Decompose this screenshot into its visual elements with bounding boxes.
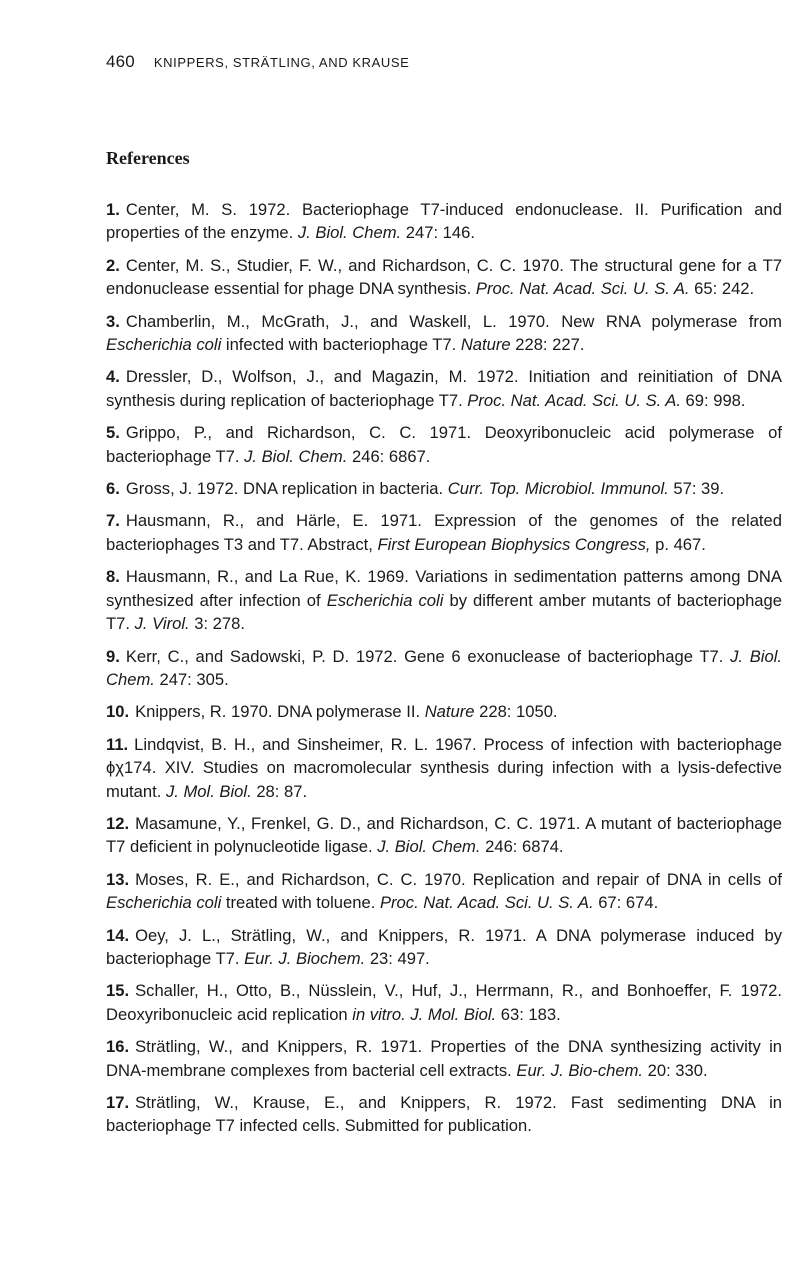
- reference-item: 10. Knippers, R. 1970. DNA polymerase II. Nature 228: 1050.: [106, 702, 558, 722]
- section-title: References: [106, 148, 190, 168]
- reference-item: 7. Hausmann, R., and Härle, E. 1971. Expression of the genomes of the related bacteriophages T3 and T7. Abstract, First European Biophysics Congress, p. 467.: [106, 511, 782, 554]
- reference-item: 8. Hausmann, R., and La Rue, K. 1969. Variations in sedimentation patterns among DNA synthesized after infection of Escherichia coli by different amber mutants of bacteriophage T7. J. Virol. 3: 278.: [106, 567, 782, 634]
- reference-item: 9. Kerr, C., and Sadowski, P. D. 1972. Gene 6 exonuclease of bacteriophage T7. J. Biol. Chem. 247: 305.: [106, 646, 782, 689]
- reference-item: 2. Center, M. S., Studier, F. W., and Richardson, C. C. 1970. The structural gene for a T7 endonuclease essential for phage DNA synthesis. Proc. Nat. Acad. Sci. U. S. A. 65: 242.: [106, 255, 782, 299]
- reference-item: 15. Schaller, H., Otto, B., Nüsslein, V., Huf, J., Herrmann, R., and Bonhoeffer, F. 1972. Deoxyribonucleic acid replication in vitro. J. Mol. Biol. 63: 183.: [106, 981, 782, 1024]
- page-number: 460: [106, 52, 135, 71]
- reference-item: 13. Moses, R. E., and Richardson, C. C. 1970. Replication and repair of DNA in cells of Escherichia coli treated with toluene. Proc. Nat. Acad. Sci. U. S. A. 67: 674.: [106, 869, 782, 913]
- reference-item: 5. Grippo, P., and Richardson, C. C. 1971. Deoxyribonucleic acid polymerase of bacteriophage T7. J. Biol. Chem. 246: 6867.: [106, 423, 782, 466]
- running-head: KNIPPERS, STRÄTLING, AND KRAUSE: [153, 55, 410, 70]
- reference-item: 1. Center, M. S. 1972. Bacteriophage T7-induced endonuclease. II. Purification and properties of the enzyme. J. Biol. Chem. 247: 146.: [106, 200, 782, 243]
- reference-item: 6. Gross, J. 1972. DNA replication in bacteria. Curr. Top. Microbiol. Immunol. 57: 39.: [106, 479, 725, 499]
- reference-item: 12. Masamune, Y., Frenkel, G. D., and Richardson, C. C. 1971. A mutant of bacteriophage T7 deficient in polynucleotide ligase. J. Biol. Chem. 246: 6874.: [106, 813, 782, 857]
- reference-item: 4. Dressler, D., Wolfson, J., and Magazin, M. 1972. Initiation and reinitiation of DNA synthesis during replication of bacteriophage T7. Proc. Nat. Acad. Sci. U. S. A. 69: 998.: [106, 367, 782, 410]
- reference-item: 3. Chamberlin, M., McGrath, J., and Waskell, L. 1970. New RNA polymerase from Escherichia coli infected with bacteriophage T7. Nature 228: 227.: [106, 311, 782, 355]
- reference-item: 17. Strätling, W., Krause, E., and Knippers, R. 1972. Fast sedimenting DNA in bacteriophage T7 infected cells. Submitted for publication.: [106, 1093, 782, 1136]
- page-header: [106, 52, 409, 72]
- reference-item: 14. Oey, J. L., Strätling, W., and Knippers, R. 1971. A DNA polymerase induced by bacteriophage T7. Eur. J. Biochem. 23: 497.: [106, 925, 782, 968]
- reference-item: 16. Strätling, W., and Knippers, R. 1971. Properties of the DNA synthesizing activity in DNA-membrane complexes from bacterial cell extracts. Eur. J. Bio-chem. 20: 330.: [106, 1037, 782, 1080]
- reference-list: [106, 198, 782, 1147]
- reference-item: 11. Lindqvist, B. H., and Sinsheimer, R. L. 1967. Process of infection with bacteriophage ϕχ174. XIV. Studies on macromolecular synthesis during infection with a lysis-defective mutant. J. Mol. Biol. 28: 87.: [106, 734, 782, 801]
